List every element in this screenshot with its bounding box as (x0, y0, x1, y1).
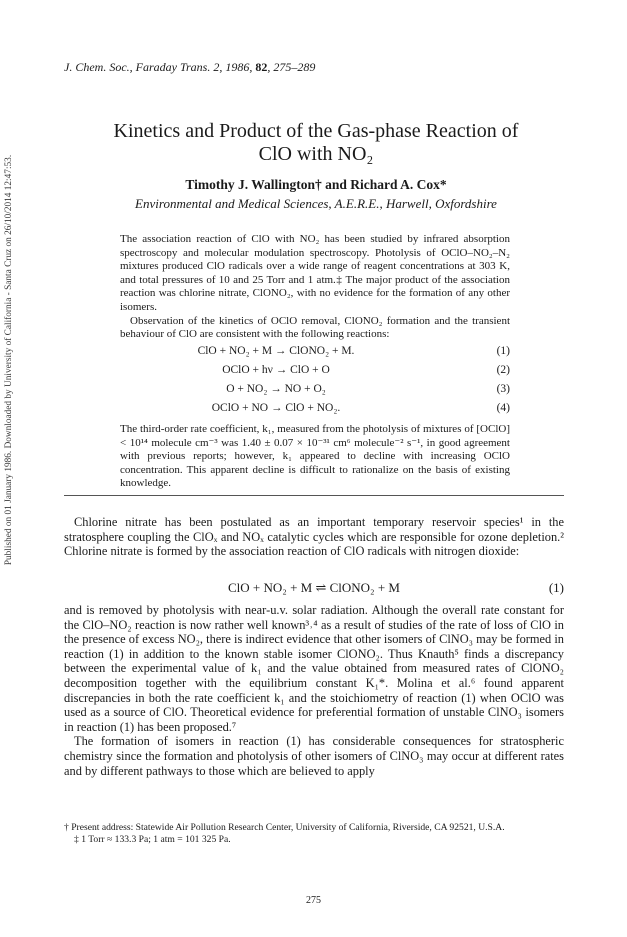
body-paragraph-2: and is removed by photolysis with near-u.v. solar radiation. Although the overall rate constant for the ClO–NO₂ reaction is now rather well known³˒⁴ as a result of studies of the rate of loss of ClO in the presence of excess NO₂, there is indirect evidence that other isomers of ClNO₃ may be formed in reaction (1) in addition to the known stable isomer ClONO₂. Thus Knauth⁵ finds a discrepancy between the experimental value of k₁ and the value obtained from measured rates of ClONO₂ decomposition together with the equilibrium constant K₁*. Molina et al.⁶ found apparent discrepancies in both the rate coefficient k₁ and the stoichiometry of reaction (1) when OClO was used as a source of ClO. Theoretical evidence for preferential formation of unstable ClNO₃ isomers in reaction (1) has been proposed.⁷ (64, 603, 564, 734)
body-section-2 (64, 603, 564, 778)
reaction-equation: O + NO₂ → NO + O₂ (226, 383, 326, 395)
body-section-1 (64, 515, 564, 559)
reaction-equation: OClO + hν → ClO + O (222, 364, 330, 376)
reaction-equation: ClO + NO₂ + M → ClONO₂ + M. (197, 345, 355, 357)
reaction-1 (120, 345, 510, 361)
reaction-4 (120, 402, 510, 418)
footnote-1: † Present address: Statewide Air Pollution Research Center, University of California, Riverside, CA 92521, U.S.A. (64, 822, 505, 833)
title-line-2: ClO with NO₂ (258, 143, 374, 165)
equation-text: ClO + NO₂ + M ⇌ ClONO₂ + M (228, 580, 400, 595)
abstract-conclusion (120, 423, 510, 491)
article-title (60, 120, 572, 166)
body-paragraph-1: Chlorine nitrate has been postulated as an important temporary reservoir species¹ in the stratosphere coupling the ClOₓ and NOₓ catalytic cycles which are responsible for ozone depletion.² Chlorine nitrate is formed by the association reaction of ClO radicals with nitrogen dioxide: (64, 515, 564, 559)
journal-header (64, 60, 315, 75)
equation-1 (64, 580, 564, 598)
journal-name: J. Chem. Soc., Faraday Trans. 2, (64, 60, 223, 74)
footnotes (64, 822, 564, 846)
reaction-number: (1) (496, 345, 510, 357)
title-line-1: Kinetics and Product of the Gas-phase Reaction of (113, 120, 519, 142)
reaction-number: (4) (496, 402, 510, 414)
reaction-number: (2) (496, 364, 510, 376)
equation-number: (1) (548, 580, 564, 595)
abstract-paragraph-1: The association reaction of ClO with NO₂ has been studied by infrared absorption spectroscopy and molecular modulation spectroscopy. Photolysis of OClO–NO₂–N₂ mixtures produced ClO radicals over a wide range of reagent concentrations at 303 K, and total pressures of 10 and 25 Torr and 1 atm.‡ The major product of the association reaction was chlorine nitrate, ClONO₂, with no evidence for the formation of any other isomers. (120, 233, 510, 313)
body-paragraph-3: The formation of isomers in reaction (1) has considerable consequences for stratospheric chemistry since the formation and photolysis of other isomers of ClNO₃ may occur at different rates and by different pathways to those which are believed to apply (64, 734, 564, 778)
journal-pages: , 275–289 (267, 60, 316, 74)
reaction-3 (120, 383, 510, 399)
abstract-paragraph-3: The third-order rate coefficient, k₁, measured from the photolysis of mixtures of [OClO] < 10¹⁴ molecule cm⁻³ was 1.40 ± 0.07 × 10⁻³¹ cm⁶ molecule⁻² s⁻¹, in good agreement with previous reports; however, k₁ appeared to decline with increasing OClO concentration. This apparent decline is difficult to rationalize on the basis of existing knowledge. (120, 423, 510, 490)
reaction-equation: OClO + NO → ClO + NO₂. (211, 402, 341, 414)
affiliation: Environmental and Medical Sciences, A.E.R.E., Harwell, Oxfordshire (135, 196, 497, 211)
journal-year: 1986, (222, 60, 256, 74)
authors: Timothy J. Wallington† and Richard A. Cox* (185, 177, 447, 192)
section-divider (64, 495, 564, 496)
download-watermark (2, 100, 16, 620)
footnote-2: ‡ 1 Torr ≈ 133.3 Pa; 1 atm = 101 325 Pa. (74, 834, 231, 845)
download-watermark-text: Published on 01 January 1986. Downloaded by University of California - Santa Cruz on 26/10/2014 12:47:53. (4, 154, 14, 566)
abstract-paragraph-2: Observation of the kinetics of OClO removal, ClONO₂ formation and the transient behaviour of ClO are consistent with the following reactions: (120, 314, 510, 341)
page-number: 275 (306, 895, 321, 906)
journal-volume: 82 (255, 60, 268, 74)
reaction-2 (120, 364, 510, 380)
abstract (120, 233, 510, 342)
reaction-number: (3) (496, 383, 510, 395)
